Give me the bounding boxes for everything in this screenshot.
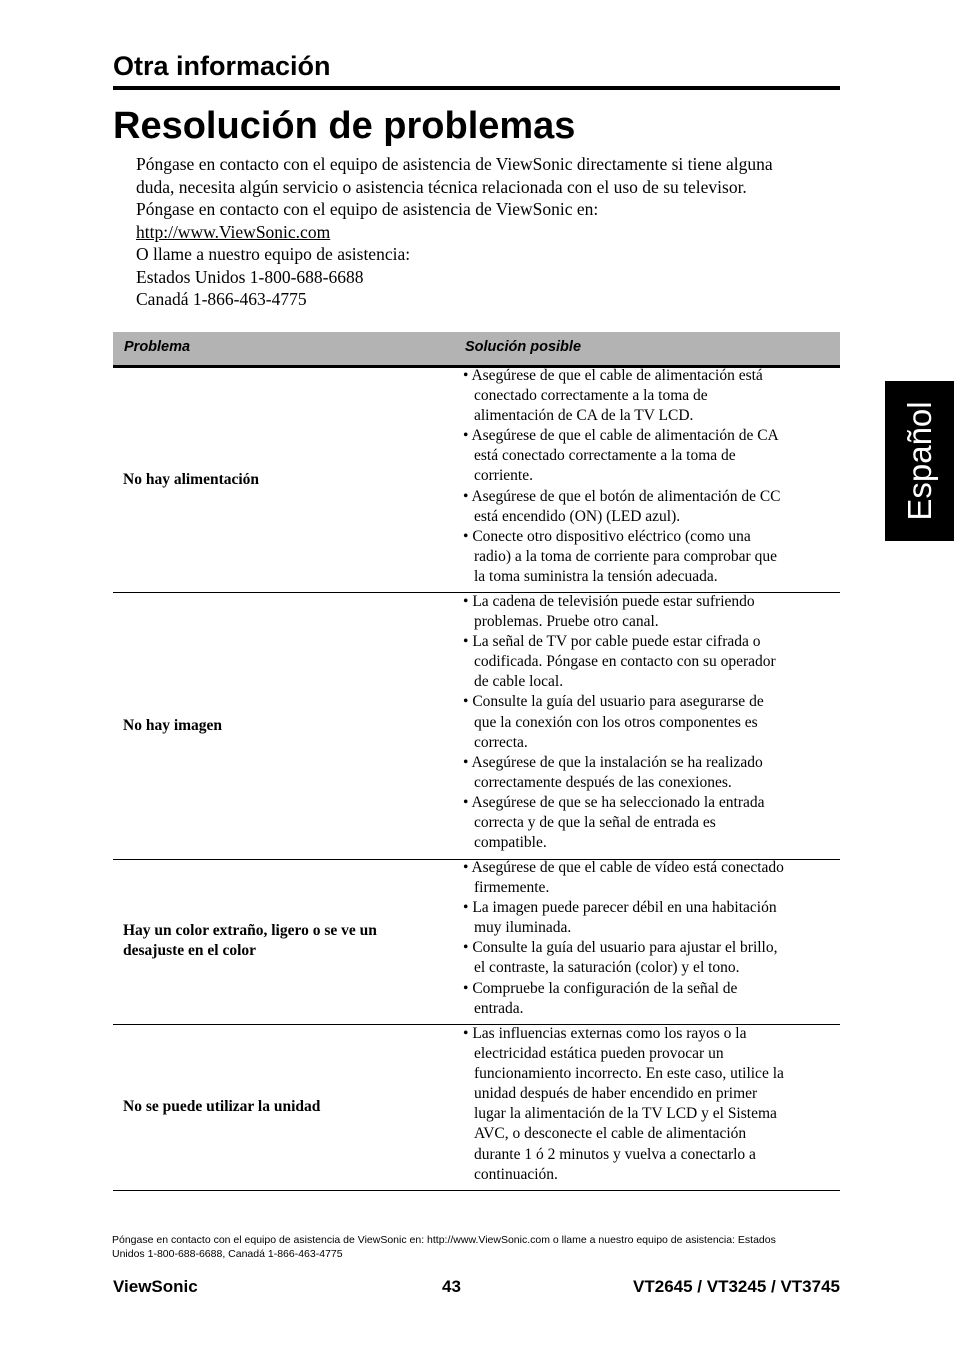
intro-line: O llame a nuestro equipo de asistencia: [136,244,411,264]
bullet-icon: • [463,593,473,610]
solution-cell [463,858,835,1019]
solution-continuation-line: electricidad estática pueden provocar un [474,1045,724,1063]
solution-bullet-item: • Las influencias externas como los rayos o la [463,1025,747,1042]
solution-bullet-item: • Asegúrese de que el cable de alimentación está [463,367,763,384]
solution-continuation-line: alimentación de CA de la TV LCD. [474,407,694,425]
solution-continuation-line: correcta. [474,733,528,751]
solution-bullet-item: • Asegúrese de que el botón de alimentación de CC [463,487,781,505]
solution-continuation-line: correcta y de que la señal de entrada es [474,814,716,832]
solution-bullet-item: • Compruebe la configuración de la señal de [463,979,738,997]
bullet-icon: • [463,633,473,651]
problem-cell [123,470,443,490]
page-title: Resolución de problemas [113,105,576,147]
solution-bullet-item: • Asegúrese de que la instalación se ha realizado [463,753,763,771]
page-number: 43 [442,1277,461,1296]
problem-text: No hay alimentación [123,470,260,488]
solution-continuation-line: compatible. [474,834,547,852]
footer-models: VT2645 / VT3245 / VT3745 [633,1277,840,1296]
bullet-icon: • [463,793,472,811]
solution-bullet-item: • Conecte otro dispositivo eléctrico (como una [463,527,751,545]
bullet-icon: • [463,1025,473,1042]
solution-bullet-item: • La señal de TV por cable puede estar cifrada o [463,633,761,651]
language-tab [885,381,954,541]
footer-note [112,1233,842,1261]
solution-continuation-line: problemas. Pruebe otro canal. [474,613,659,631]
solution-continuation-line: la toma suministra la tensión adecuada. [474,567,718,585]
intro-paragraph [136,153,846,311]
bullet-icon: • [463,859,472,876]
solution-continuation-line: AVC, o desconecte el cable de alimentación [474,1125,747,1143]
solution-cell [463,592,835,853]
solution-bullet-item: • La cadena de televisión puede estar sufriendo [463,593,755,610]
solution-continuation-line: corriente. [474,467,533,485]
solution-continuation-line: codificada. Póngase en contacto con su operador [474,653,776,671]
language-tab-label: Español [900,401,938,521]
solution-continuation-line: continuación. [474,1165,558,1183]
bullet-icon: • [463,753,472,771]
intro-line: duda, necesita algún servicio o asistencia técnica relacionada con el uso de su televisor. [136,176,747,197]
problem-cell [123,1097,443,1117]
section-title: Otra información [113,51,331,81]
solution-continuation-line: el contraste, la saturación (color) y el tono. [474,959,740,977]
bullet-icon: • [463,487,472,505]
viewsonic-link[interactable]: http://www.ViewSonic.com [136,221,331,242]
solution-continuation-line: que la conexión con los otros componentes es [474,713,758,731]
footer-note-line: Póngase en contacto con el equipo de asistencia de ViewSonic en: http://www.ViewSonic.com o llame a nuestro equipo de asistencia: Estados [112,1234,776,1246]
problem-text: Hay un color extraño, ligero o se ve un [123,922,377,940]
table-header [113,332,840,365]
footer-brand: ViewSonic [113,1277,198,1296]
title-rule [113,86,840,90]
bullet-icon: • [463,693,473,711]
solution-continuation-line: correctamente después de las conexiones. [474,773,732,791]
problem-text: No hay imagen [123,716,223,734]
solution-continuation-line: lugar la alimentación de la TV LCD y el Sistema [474,1105,777,1123]
bullet-icon: • [463,527,473,545]
solution-bullet-item: • Consulte la guía del usuario para asegurarse de [463,693,764,711]
solution-continuation-line: durante 1 ó 2 minutos y vuelva a conectarlo a [474,1145,756,1163]
intro-line: Póngase en contacto con el equipo de asistencia de ViewSonic directamente si tiene alguna [136,154,773,174]
column-header-solution: Solución posible [465,339,582,355]
solution-cell [463,1024,835,1185]
column-header-problem: Problema [124,339,191,355]
footer-note-line: Unidos 1-800-688-6688, Canadá 1-866-463-4775 [112,1248,343,1260]
row-divider [113,1190,840,1191]
solution-continuation-line: de cable local. [474,673,564,691]
bullet-icon: • [463,899,473,917]
solution-continuation-line: está encendido (ON) (LED azul). [474,507,681,525]
solution-cell [463,366,835,587]
solution-continuation-line: entrada. [474,999,524,1017]
solution-continuation-line: funcionamiento incorrecto. En este caso, utilice la [474,1065,784,1083]
problem-cell [123,716,443,736]
solution-continuation-line: está conectado correctamente a la toma de [474,447,736,465]
solution-bullet-item: • La imagen puede parecer débil en una habitación [463,899,777,917]
bullet-icon: • [463,939,473,957]
solution-bullet-item: • Asegúrese de que se ha seleccionado la entrada [463,793,765,811]
problem-cell [123,921,443,961]
solution-continuation-line: unidad después de haber encendido en primer [474,1085,758,1103]
us-phone: Estados Unidos 1-800-688-6688 [136,266,364,287]
solution-continuation-line: muy iluminada. [474,919,572,937]
solution-bullet-item: • Asegúrese de que el cable de vídeo está conectado [463,859,784,876]
solution-bullet-item: • Asegúrese de que el cable de alimentación de CA [463,427,779,445]
intro-line: Póngase en contacto con el equipo de asistencia de ViewSonic en: [136,199,599,219]
canada-phone: Canadá 1-866-463-4775 [136,289,307,309]
solution-continuation-line: firmemente. [474,879,550,897]
problem-text: desajuste en el color [123,942,257,960]
bullet-icon: • [463,367,472,384]
bullet-icon: • [463,427,472,445]
solution-continuation-line: radio) a la toma de corriente para comprobar que [474,547,777,565]
solution-bullet-item: • Consulte la guía del usuario para ajustar el brillo, [463,939,778,957]
bullet-icon: • [463,979,473,997]
solution-continuation-line: conectado correctamente a la toma de [474,387,708,405]
problem-text: No se puede utilizar la unidad [123,1098,321,1116]
